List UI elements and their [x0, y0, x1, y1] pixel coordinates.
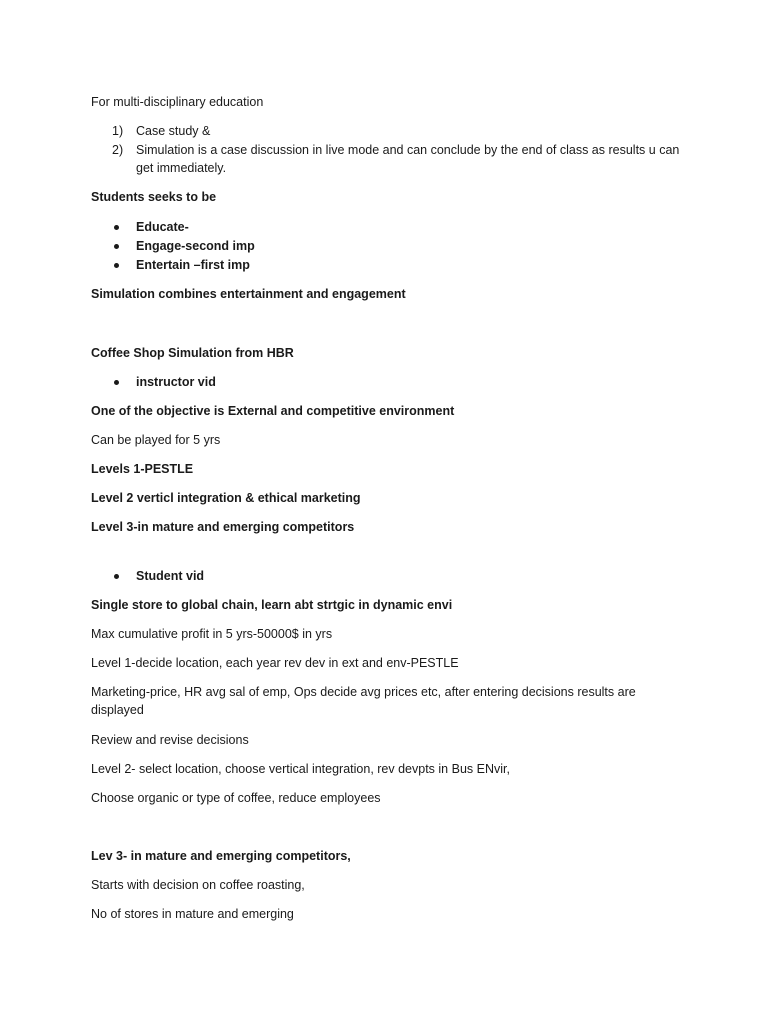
lev3-line: Lev 3- in mature and emerging competitors,: [91, 849, 351, 863]
list-marker-1: 1): [112, 124, 124, 138]
objective-line: One of the objective is External and competitive environment: [91, 404, 455, 418]
bullet-dot-icon: [114, 380, 119, 385]
marketing-line: Marketing-price, HR avg sal of emp, Ops decide avg prices etc, after entering decisions results are displayed: [91, 685, 636, 717]
numbered-item-2: Simulation is a case discussion in live mode and can conclude by the end of class as results u can get immediately.: [136, 143, 680, 175]
students-heading: Students seeks to be: [91, 190, 217, 204]
student-bullet: Student vid: [136, 569, 205, 583]
instructor-bullet: instructor vid: [136, 375, 216, 389]
level3-line: Level 3-in mature and emerging competitors: [91, 520, 355, 534]
bullet-dot-icon: [114, 574, 119, 579]
played-line: Can be played for 5 yrs: [91, 433, 221, 447]
numbered-item-1: Case study &: [136, 124, 211, 138]
students-bullet-engage: Engage-second imp: [136, 239, 255, 253]
organic-line: Choose organic or type of coffee, reduce employees: [91, 791, 381, 805]
bullet-dot-icon: [114, 225, 119, 230]
level2-detail-line: Level 2- select location, choose vertical integration, rev devpts in Bus ENvir,: [91, 762, 510, 776]
max-profit-line: Max cumulative profit in 5 yrs-50000$ in yrs: [91, 627, 333, 641]
review-line: Review and revise decisions: [91, 733, 249, 747]
intro-heading: For multi-disciplinary education: [91, 95, 264, 109]
level1-line: Levels 1-PESTLE: [91, 462, 194, 476]
list-marker-2: 2): [112, 143, 124, 157]
level1-detail-line: Level 1-decide location, each year rev dev in ext and env-PESTLE: [91, 656, 459, 670]
bullet-dot-icon: [114, 263, 119, 268]
students-bullet-educate: Educate-: [136, 220, 189, 234]
bullet-dot-icon: [114, 244, 119, 249]
stores-line: No of stores in mature and emerging: [91, 907, 294, 921]
single-store-line: Single store to global chain, learn abt strtgic in dynamic envi: [91, 598, 453, 612]
students-bullet-entertain: Entertain –first imp: [136, 258, 250, 272]
coffee-heading: Coffee Shop Simulation from HBR: [91, 346, 294, 360]
roasting-line: Starts with decision on coffee roasting,: [91, 878, 305, 892]
level2-line: Level 2 verticl integration & ethical marketing: [91, 491, 361, 505]
combines-line: Simulation combines entertainment and engagement: [91, 287, 406, 301]
